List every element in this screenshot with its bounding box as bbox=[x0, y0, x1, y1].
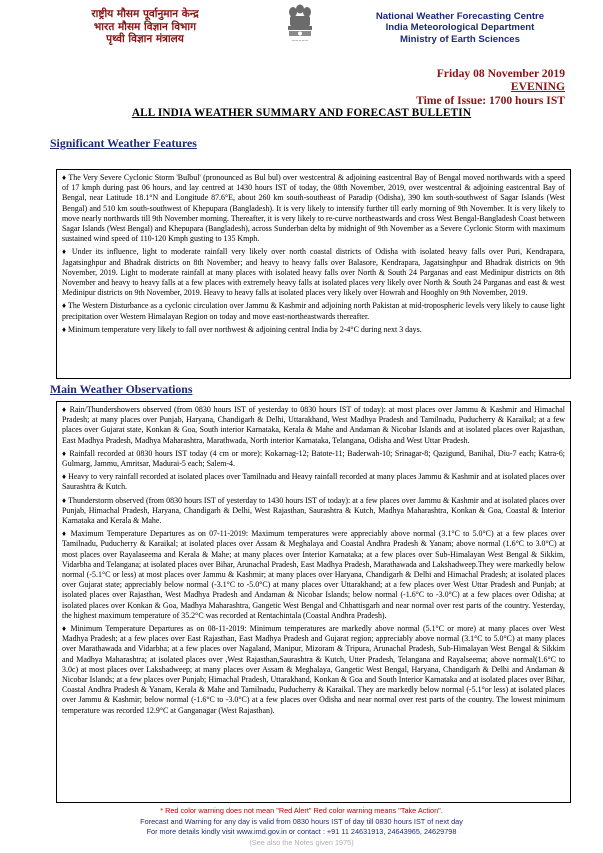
significant-para-3: ♦ The Western Disturbance as a cyclonic circulation over Jammu & Kashmir and adjoining north Pakistan at mid-tropospheric levels very likely to cause light precipitation over Western Himalayan Region on today and move east-northeastwards thereafter. bbox=[62, 301, 565, 321]
significant-box bbox=[56, 169, 571, 379]
svg-text:~~~~~: ~~~~~ bbox=[291, 38, 309, 43]
observation-para-6: ♦ Minimum Temperature Departures as on 08-11-2019: Minimum temperatures are markedly above normal (5.1°C or more) at many places over West Madhya Pradesh; at a few places over East Rajasthan, East Madhya Pradesh and Gujarat region; appreciably above normal (3.1°C to 5.0°C) at many places over Marathawada and Vidarbha; at a few places over Nagaland, Manipur, Mizoram & Tripura, Arunachal Pradesh, Sub-Himalayan West Bengal & Sikkim and Madhya Maharashtra; at isolated places over ,West Rajasthan,Saurashtra & Kutch, Utter Pradesh, Telangana and Rayalseema; above normal(1.6°C to 3.0c) at most places over Lakshadweep; at many places over Assam & Meghalaya, Gangetic West Bengal, Haryana, Chandigarh & Delhi and Andaman & Nicobar Islands; at a few places over Punjab; Himachal Pradesh, Uttarakhand, Konkan & Goa and South Interior Karnataka and at isolated places over Bihar, Coastal Andhra Pradesh & Yanam, Kerala & Mahe and Tamilnadu, Puducherry & Karaikal. They are markedly below normal (-5.1°or less) at isolated places over Jammu & Kashmir; below normal (-1.6°C to -3.0°C) at a few places over Odisha and near normal over rest parts of the country. The lowest minimum temperature was recorded 12.9°C at Ganganagar (West Rajasthan). bbox=[62, 624, 565, 715]
hindi-line-1: राष्ट्रीय मौसम पूर्वानुमान केन्द्र bbox=[91, 8, 199, 20]
org-header bbox=[340, 11, 580, 45]
hindi-header bbox=[60, 8, 230, 46]
observations-box bbox=[56, 401, 571, 803]
org-line-1: National Weather Forecasting Centre bbox=[375, 11, 545, 22]
bulletin-session: EVENING bbox=[510, 80, 565, 94]
org-line-3: Ministry of Earth Sciences bbox=[400, 33, 520, 45]
significant-para-2: ♦ Under its influence, light to moderate rainfall very likely over north coastal districts of Odisha with isolated heavy falls over Puri, Kendrapara, Jagatsinghpur and Bhadrak districts on 8th November; and heavy to heavy falls over Balasore, Kendrapara, Jagatsinghpur and Bhadrak districts on 9th November, 2019. Light to moderate rainfall at many places with isolated heavy falls over North & South 24 Parganas and east Medinipur districts on 8th November and heavy to heavy falls at a few places with extremely heavy falls at isolated places very likely over North & South 24 Parganas and east & west Medinipur districts on 9th November, 2019. Heavy to heavy falls at isolated places very likely over Howrah and Hooghly on 9th November, 2019. bbox=[62, 247, 565, 298]
significant-para-1: ♦ The Very Severe Cyclonic Storm 'Bulbul' (pronounced as Bul bul) over westcentral & adjoining eastcentral Bay of Bengal moved northwards with a speed of 17 kmph during past 06 hours, and lay centred at 1430 hours IST of today, the 08th November, 2019, over westcentral & adjoining eastcentral Bay of Bengal, near Latitude 18.1°N and Longitude 87.6°E, about 260 km south-southeast of Paradip (Odisha), 390 km south-southwest of Sagar Islands (West Bengal) and 510 km south-southwest of Khepupara (Bangladesh). It is very likely to intensify further till early morning of 9th November. It is very likely to move nearly northwards till 9th November morning. Thereafter, it is very likely to re-curve northeastwards and cross West Bengal-Bangladesh Coast between Sagar Islands (West Bengal) and Khepupara (Bangladesh), across Sunderban delta by midnight of 9th November as a Severe Cyclonic Storm with maximum sustained wind speed of 110-120 Kmph gusting to 135 Kmph. bbox=[62, 173, 565, 244]
hindi-line-3: पृथ्वी विज्ञान मंत्रालय bbox=[106, 33, 184, 45]
date-block bbox=[416, 67, 565, 107]
footer-red-warning-note: * Red color warning does not mean "Red Alert" Red color warning means "Take Action". bbox=[160, 806, 443, 815]
footer-cut-line: (See also the Notes given 1975) bbox=[249, 837, 354, 847]
significant-para-4: ♦ Minimum temperature very likely to fall over northwest & adjoining central India by 2-4°C during next 3 days. bbox=[62, 324, 422, 334]
observation-para-5: ♦ Maximum Temperature Departures as on 07-11-2019: Maximum temperatures were appreciably above normal (3.1°C to 5.0°C) at a few places over Tamilnadu, Puducherry & Karaikal; at isolated places over Assam & Meghalaya and Coastal Andhra Pradesh & Yanam; above normal (1.6°C to 3.0°C) at most places over Rayalaseema and Kerala & Mahe; at many places over Interior Karnataka; at a few places over Sub-Himalayan West Bengal & Sikkim, Vidarbha and Telangana; at isolated places over Bihar, Arunachal Pradesh, East Madhya Pradesh, Marathawada and Lakshadweep.They were markedly below normal (-5.1°C or less) at most places over Jammu & Kashmir; at many places over Haryana, Chandigarh & Delhi and Himachal Pradesh; at isolated places over Gujarat state; appreciably below normal (-3.1°C to -5.0°C) at many places over Uttarakhand; at a few places over West Uttar Pradesh and Punjab; at isolated places over Rajasthan, West Madhya Pradesh and Andaman & Nicobar Islands; below normal (-1.6°C to -3.0°C) at a few places over Odisha; at isolated places over Konkan & Goa, Madhya Maharashtra, Gangetic West Bengal and Chhattisgarh and near normal over rest parts of the country. Yesterday, the highest maximum temperature of 35.2°C was recorded at Rentachintala (Coastal Andhra Pradesh). bbox=[62, 529, 565, 620]
observations-heading: Main Weather Observations bbox=[50, 382, 193, 396]
footer bbox=[0, 806, 603, 848]
bulletin-date: Friday 08 November 2019 bbox=[436, 67, 565, 80]
observation-para-3: ♦ Heavy to very rainfall recorded at isolated places over Tamilnadu and Heavy rainfall recorded at many places Jammu & Kashmir and at isolated places over Saurashtra & Kutch. bbox=[62, 472, 565, 492]
footer-validity-note: Forecast and Warning for any day is valid from 0830 hours IST of day till 0830 hours IST of next day bbox=[140, 816, 463, 826]
observation-para-1: ♦ Rain/Thundershowers observed (from 0830 hours IST of yesterday to 0830 hours IST of today): at most places over Jammu & Kashmir and Himachal Pradesh; at many places over Punjab, Haryana, Chandigarh & Delhi, Uttarakhand, West Madhya Pradesh and Tamilnadu, Puducherry & Karaikal; at a few places over Gujarat state, Konkan & Goa, South interior Karnataka, Kerala & Mahe and Andaman & Nicobar Islands and at isolated places over Rajasthan, East Madhya Pradesh, Madhya Maharashtra, Marathwada, North interior Karnataka, Telangana, Odisha and West Uttar Pradesh. bbox=[62, 405, 565, 445]
org-line-2: India Meteorological Department bbox=[385, 22, 535, 34]
observation-para-4: ♦ Thunderstorm observed (from 0830 hours IST of yesterday to 1430 hours IST of today): at a few places over Jammu & Kashmir and at isolated places over Punjab, Himachal Pradesh, Haryana, Chandigarh & Delhi, West Rajasthan, Saurashtra & Kutch, Madhya Maharashtra, Konkan & Goa, Coastal & Interior Karnataka and Kerala & Mahe. bbox=[62, 495, 565, 526]
national-emblem-icon bbox=[284, 3, 316, 43]
bulletin-title: ALL INDIA WEATHER SUMMARY AND FORECAST BULLETIN bbox=[131, 107, 472, 119]
time-of-issue: Time of Issue: 1700 hours IST bbox=[416, 93, 565, 107]
footer-contact-note: For more details kindly visit www.imd.gov.in or contact : +91 11 24631913, 24643965, 24629798 bbox=[146, 827, 457, 837]
significant-heading: Significant Weather Features bbox=[50, 136, 197, 150]
hindi-line-2: भारत मौसम विज्ञान विभाग bbox=[93, 20, 197, 33]
observation-para-2: ♦ Rainfall recorded at 0830 hours IST today (4 cm or more): Kokarnag-12; Batote-11; Baderwah-10; Srinagar-8; Qazigund, Banihal, Diu-7 each; Katra-6; Gulmarg, Jammu, Amritsar, Madurai-5 each; Salem-4. bbox=[62, 448, 565, 469]
